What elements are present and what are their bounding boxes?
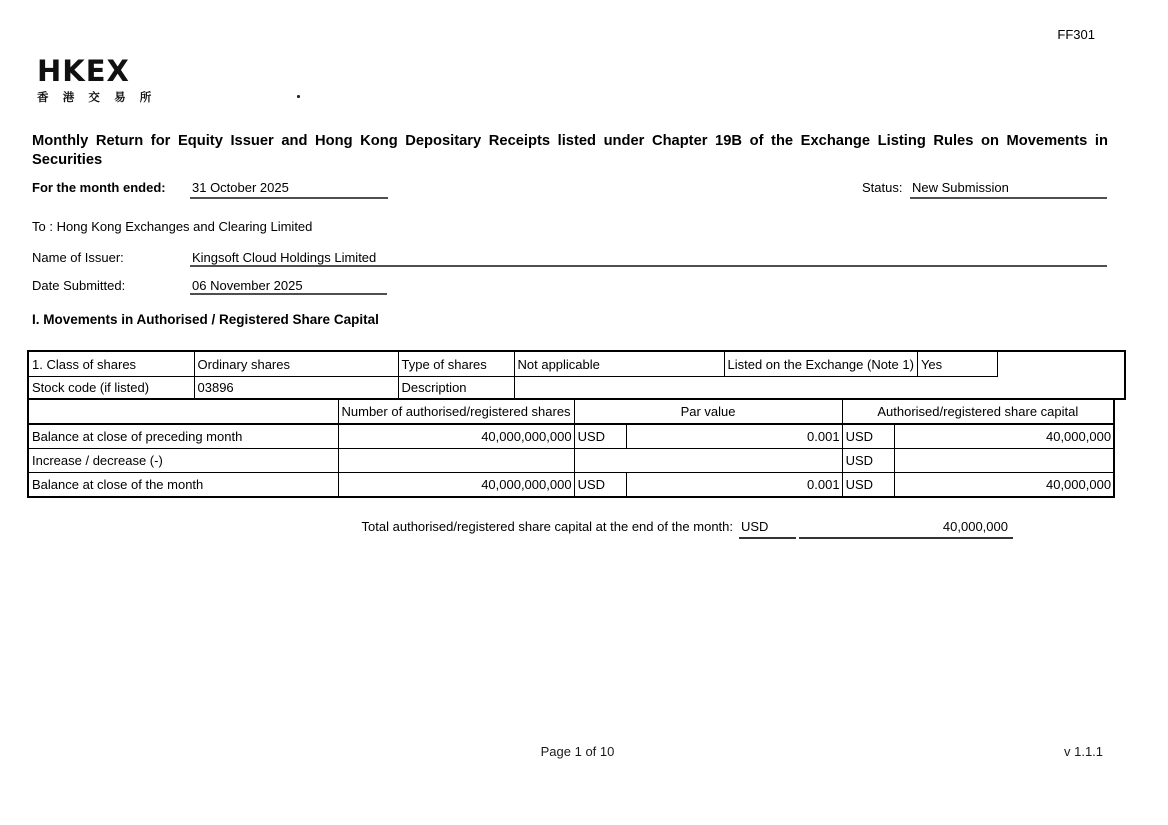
shares-value (338, 449, 574, 473)
row-close-of-month (28, 473, 1114, 498)
empty-cell (997, 351, 1125, 377)
hkex-logo (37, 56, 157, 105)
par-currency: USD (574, 424, 626, 449)
par-value: 0.001 (626, 473, 842, 498)
page-title-line1: Monthly Return for Equity Issuer and Hong Kong Depositary Receipts listed under Chapter 19B of the Exchange Listing Rules on Movements in (32, 133, 1108, 149)
movements-table (27, 399, 1115, 498)
footer-version: v 1.1.1 (1064, 744, 1104, 759)
row-label: Increase / decrease (-) (28, 449, 338, 473)
total-value-underline (799, 537, 1013, 539)
total-capital-label: Total authorised/registered share capital at the end of the month: (361, 519, 733, 534)
date-submitted-value: 06 November 2025 (192, 278, 303, 293)
form-code: FF301 (1057, 27, 1095, 42)
capital-currency: USD (842, 449, 894, 473)
class-table-row2 (28, 377, 1125, 400)
status-underline (910, 197, 1107, 199)
status-label: Status: (862, 180, 903, 195)
addressee-line: To : Hong Kong Exchanges and Clearing Limited (32, 219, 313, 234)
issuer-label: Name of Issuer: (32, 250, 124, 265)
row-increase-decrease (28, 449, 1114, 473)
listed-on-exchange-label: Listed on the Exchange (Note 1) (724, 351, 917, 377)
col-header-par-value: Par value (574, 400, 842, 425)
capital-value: 40,000,000 (894, 473, 1114, 498)
row-label: Balance at close of the month (28, 473, 338, 498)
total-capital-value: 40,000,000 (942, 519, 1008, 534)
description-value (514, 377, 1125, 400)
status-value: New Submission (912, 180, 1009, 195)
row-preceding-month (28, 424, 1114, 449)
capital-currency: USD (842, 424, 894, 449)
par-currency: USD (574, 473, 626, 498)
par-value: 0.001 (626, 424, 842, 449)
empty-cell (28, 400, 338, 425)
issuer-value: Kingsoft Cloud Holdings Limited (192, 250, 377, 265)
type-of-shares-label: Type of shares (398, 351, 514, 377)
month-ended-underline (190, 197, 388, 199)
capital-currency: USD (842, 473, 894, 498)
description-label: Description (398, 377, 514, 400)
capital-value: 40,000,000 (894, 424, 1114, 449)
month-ended-value: 31 October 2025 (192, 180, 289, 195)
month-ended-label: For the month ended: (32, 180, 166, 195)
stock-code-value: 03896 (194, 377, 398, 400)
col-header-share-capital: Authorised/registered share capital (842, 400, 1114, 425)
footer-page-number: Page 1 of 10 (540, 744, 615, 759)
hkex-logo-chinese: 香 港 交 易 所 (37, 92, 157, 104)
total-capital-currency: USD (741, 519, 769, 534)
date-submitted-underline (190, 293, 387, 295)
date-submitted-label: Date Submitted: (32, 278, 126, 293)
class-table-row1 (28, 351, 1125, 377)
page-title-line2: Securities (32, 152, 103, 168)
page-title (32, 132, 1108, 170)
col-header-shares: Number of authorised/registered shares (338, 400, 574, 425)
class-of-shares-value: Ordinary shares (194, 351, 398, 377)
issuer-underline (190, 265, 1107, 267)
listed-on-exchange-value: Yes (917, 351, 997, 377)
shares-value: 40,000,000,000 (338, 473, 574, 498)
stock-code-label: Stock code (if listed) (28, 377, 194, 400)
class-of-shares-table (27, 350, 1126, 400)
class-of-shares-label: 1. Class of shares (28, 351, 194, 377)
stray-dot (297, 95, 300, 98)
total-currency-underline (739, 537, 796, 539)
par-value (574, 449, 842, 473)
movements-header-row (28, 400, 1114, 425)
shares-value: 40,000,000,000 (338, 424, 574, 449)
section1-heading: I. Movements in Authorised / Registered Share Capital (32, 312, 379, 327)
row-label: Balance at close of preceding month (28, 424, 338, 449)
capital-value (894, 449, 1114, 473)
type-of-shares-value: Not applicable (514, 351, 724, 377)
hkex-logo-wordmark: HKEX (37, 54, 130, 88)
